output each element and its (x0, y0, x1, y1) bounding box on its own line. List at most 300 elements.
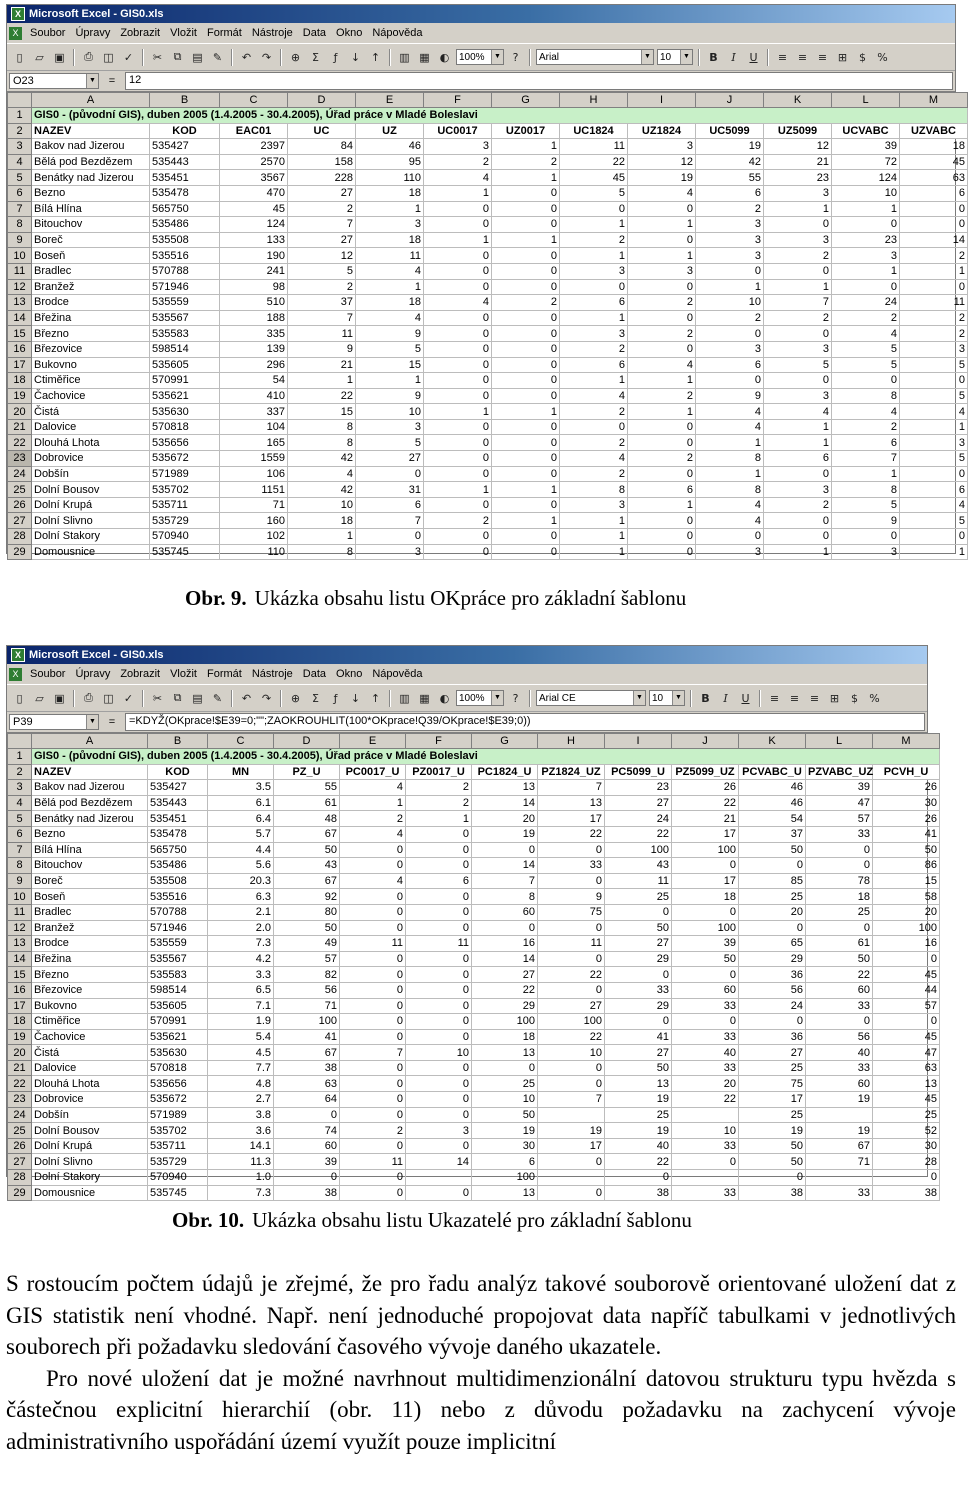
cell[interactable]: 8 (288, 435, 356, 451)
cell[interactable]: Bitouchov (32, 858, 148, 874)
cell[interactable]: 2 (764, 497, 832, 513)
cell[interactable]: 9 (356, 388, 424, 404)
cell[interactable]: 0 (628, 341, 696, 357)
cell[interactable]: 49 (274, 936, 340, 952)
cell[interactable]: 12 (628, 154, 696, 170)
cell[interactable]: 0 (764, 466, 832, 482)
align-right-icon[interactable]: ≡ (817, 50, 828, 64)
cell[interactable]: 2 (628, 451, 696, 467)
cell[interactable]: 0 (406, 1185, 472, 1201)
cell[interactable]: 2.1 (208, 904, 274, 920)
cell[interactable]: 0 (472, 920, 538, 936)
cell[interactable]: 9 (696, 388, 764, 404)
align-center-icon[interactable]: ≡ (789, 691, 800, 705)
cell[interactable]: 110 (220, 544, 288, 560)
cell[interactable]: 4 (340, 826, 406, 842)
cell[interactable]: 0 (900, 201, 968, 217)
cell[interactable]: 0 (806, 858, 873, 874)
cell[interactable]: 0 (340, 1138, 406, 1154)
cell[interactable]: 60 (806, 1076, 873, 1092)
cell[interactable]: 33 (806, 1185, 873, 1201)
cell[interactable]: 41 (605, 1029, 672, 1045)
cell[interactable]: 45 (873, 967, 940, 983)
menu-vlozit[interactable]: Vložit (170, 27, 197, 39)
cell[interactable]: 0 (492, 341, 560, 357)
cell[interactable]: Dolní Bousov (32, 482, 150, 498)
cell[interactable]: 0 (492, 279, 560, 295)
cell[interactable]: 6 (406, 873, 472, 889)
font-size-select[interactable] (657, 49, 693, 65)
cell[interactable]: 22 (672, 1092, 739, 1108)
cell[interactable]: 60 (472, 904, 538, 920)
header-cell[interactable]: NAZEV (32, 123, 150, 139)
cell[interactable]: 2 (764, 248, 832, 264)
row-header[interactable]: 22 (8, 435, 32, 451)
cell[interactable]: 29 (472, 998, 538, 1014)
cell[interactable]: 2 (560, 466, 628, 482)
header-cell[interactable]: UZ5099 (764, 123, 832, 139)
cell[interactable]: 0 (424, 544, 492, 560)
cell[interactable]: 7 (288, 217, 356, 233)
cell[interactable]: Benátky nad Jizerou (32, 811, 148, 827)
cell[interactable]: 598514 (150, 341, 220, 357)
map-icon[interactable]: ▦ (419, 691, 430, 705)
row-header[interactable]: 25 (8, 482, 32, 498)
cell[interactable]: 4 (832, 326, 900, 342)
cell[interactable]: 36 (739, 1029, 806, 1045)
row-header[interactable]: 28 (8, 529, 32, 545)
cell[interactable]: 48 (274, 811, 340, 827)
cell[interactable]: 0 (424, 388, 492, 404)
cell[interactable]: 11 (406, 936, 472, 952)
cell[interactable]: 50 (739, 1138, 806, 1154)
cell[interactable]: 27 (605, 936, 672, 952)
cell[interactable]: 570788 (148, 904, 208, 920)
cell[interactable]: 11 (288, 326, 356, 342)
cell[interactable]: 0 (873, 951, 940, 967)
cell[interactable]: 19 (538, 1123, 605, 1139)
cell[interactable]: 20 (472, 811, 538, 827)
cell[interactable]: 535630 (150, 404, 220, 420)
cell[interactable]: 9 (356, 326, 424, 342)
cell[interactable]: 43 (605, 858, 672, 874)
cell[interactable]: 54 (220, 373, 288, 389)
cell[interactable]: 1 (832, 201, 900, 217)
cell[interactable]: 0 (492, 373, 560, 389)
cell[interactable]: 1 (560, 248, 628, 264)
cell[interactable]: 0 (424, 310, 492, 326)
cell[interactable]: 3 (356, 217, 424, 233)
cell[interactable]: 0 (406, 1076, 472, 1092)
zoom-select[interactable] (456, 690, 504, 706)
cell[interactable]: 0 (274, 1170, 340, 1186)
cell[interactable]: 228 (288, 170, 356, 186)
cell[interactable]: 2 (696, 310, 764, 326)
row-header[interactable]: 6 (8, 185, 32, 201)
cell[interactable]: Čachovice (32, 388, 150, 404)
cell[interactable]: 0 (832, 373, 900, 389)
cell[interactable]: 0 (492, 435, 560, 451)
cell[interactable]: 0 (492, 201, 560, 217)
cell[interactable]: 2.0 (208, 920, 274, 936)
menu-vlozit[interactable]: Vložit (170, 668, 197, 680)
menu-data[interactable]: Data (302, 668, 327, 680)
cell[interactable]: 60 (672, 982, 739, 998)
cell[interactable]: 4 (900, 404, 968, 420)
cell[interactable]: 5 (900, 357, 968, 373)
cell[interactable]: 1 (288, 529, 356, 545)
cell[interactable]: Dobšín (32, 466, 150, 482)
cell[interactable]: 50 (739, 1154, 806, 1170)
cell[interactable]: 1 (424, 185, 492, 201)
cell[interactable]: 0 (424, 217, 492, 233)
row-header[interactable]: 19 (8, 1029, 32, 1045)
font-select[interactable] (536, 690, 646, 706)
cell[interactable]: 535516 (150, 248, 220, 264)
cell[interactable]: 0 (560, 279, 628, 295)
row-header[interactable]: 12 (8, 279, 32, 295)
row-header[interactable]: 4 (8, 795, 32, 811)
cell[interactable]: 12 (764, 139, 832, 155)
cell[interactable]: 5 (764, 357, 832, 373)
cell[interactable]: 10 (672, 1123, 739, 1139)
redo-icon[interactable]: ↷ (261, 691, 272, 705)
cell[interactable]: 0 (832, 279, 900, 295)
row-header[interactable]: 21 (8, 419, 32, 435)
cell[interactable]: 0 (406, 842, 472, 858)
cell[interactable]: 0 (538, 1076, 605, 1092)
menu-okno[interactable]: Okno (336, 27, 363, 39)
cell[interactable]: 15 (873, 873, 940, 889)
cell[interactable]: 29 (605, 951, 672, 967)
cell[interactable]: 3 (696, 544, 764, 560)
cell[interactable]: 23 (605, 780, 672, 796)
cell[interactable]: 0 (424, 529, 492, 545)
cell[interactable]: 63 (873, 1060, 940, 1076)
cell[interactable]: 45 (560, 170, 628, 186)
cell[interactable]: 17 (538, 1138, 605, 1154)
cell[interactable]: 5 (900, 388, 968, 404)
cell[interactable]: 22 (288, 388, 356, 404)
cell[interactable]: 0 (628, 435, 696, 451)
cell[interactable]: 24 (832, 295, 900, 311)
cell[interactable]: 19 (628, 170, 696, 186)
menu-format[interactable]: Formát (206, 668, 242, 680)
cell[interactable]: 42 (696, 154, 764, 170)
cell[interactable]: 104 (220, 419, 288, 435)
cell[interactable]: 14 (406, 1154, 472, 1170)
cell[interactable]: 0 (605, 904, 672, 920)
cell[interactable]: 100 (472, 1014, 538, 1030)
column-header[interactable]: H (560, 93, 628, 108)
cell[interactable]: Bitouchov (32, 217, 150, 233)
cell[interactable]: 3 (764, 232, 832, 248)
cell[interactable]: 570940 (148, 1170, 208, 1186)
cell[interactable]: 25 (739, 1060, 806, 1076)
header-cell[interactable]: PC0017_U (340, 764, 406, 780)
cell[interactable]: 1 (492, 513, 560, 529)
row-header[interactable]: 5 (8, 811, 32, 827)
cell[interactable]: 0 (696, 326, 764, 342)
cell[interactable]: 6 (472, 1154, 538, 1170)
align-left-icon[interactable]: ≡ (769, 691, 780, 705)
cell[interactable]: 3 (356, 419, 424, 435)
cell[interactable]: 25 (472, 1076, 538, 1092)
cell[interactable]: 5.6 (208, 858, 274, 874)
cell[interactable]: 50 (274, 842, 340, 858)
cell[interactable]: 570991 (148, 1014, 208, 1030)
cell[interactable]: 470 (220, 185, 288, 201)
row-header[interactable]: 16 (8, 341, 32, 357)
italic-icon[interactable]: I (731, 50, 736, 64)
cell[interactable]: 1 (492, 232, 560, 248)
cell[interactable]: 8 (288, 544, 356, 560)
cell[interactable]: 55 (274, 780, 340, 796)
cell[interactable]: 19 (472, 1123, 538, 1139)
cell[interactable]: 6.1 (208, 795, 274, 811)
cell[interactable]: Branžež (32, 920, 148, 936)
cell[interactable]: 36 (739, 967, 806, 983)
cell[interactable]: 50 (873, 842, 940, 858)
cell[interactable]: 1 (628, 248, 696, 264)
column-header[interactable]: I (605, 734, 672, 749)
cell[interactable]: 535702 (150, 482, 220, 498)
cell[interactable]: Dalovice (32, 419, 150, 435)
cell[interactable]: 0 (492, 263, 560, 279)
row-header[interactable]: 1 (8, 749, 32, 765)
chart-wizard-icon[interactable]: ▥ (399, 50, 410, 64)
column-header[interactable]: A (32, 93, 150, 108)
cell[interactable]: 535711 (148, 1138, 208, 1154)
cell[interactable]: 40 (806, 1045, 873, 1061)
row-header[interactable]: 15 (8, 326, 32, 342)
header-cell[interactable]: EAC01 (220, 123, 288, 139)
sort-descending-icon[interactable]: ↑ (370, 691, 381, 705)
cell[interactable]: 100 (672, 842, 739, 858)
cell[interactable]: Bezno (32, 826, 148, 842)
cell[interactable]: 535630 (148, 1045, 208, 1061)
cell[interactable]: 0 (340, 1185, 406, 1201)
cell[interactable]: 0 (492, 544, 560, 560)
cell[interactable]: 82 (274, 967, 340, 983)
cell[interactable]: 1 (492, 404, 560, 420)
cell[interactable]: 33 (672, 1029, 739, 1045)
cell[interactable]: 0 (492, 248, 560, 264)
cell[interactable]: 17 (672, 873, 739, 889)
cell[interactable]: 0 (472, 842, 538, 858)
cell[interactable]: 0 (492, 419, 560, 435)
cell[interactable]: 1 (492, 139, 560, 155)
select-all-corner[interactable] (8, 93, 32, 108)
cell[interactable]: 0 (492, 326, 560, 342)
cell[interactable]: 3 (560, 263, 628, 279)
cell[interactable]: 1 (492, 170, 560, 186)
row-header[interactable]: 6 (8, 826, 32, 842)
cell[interactable]: 16 (472, 936, 538, 952)
cell[interactable]: 18 (900, 139, 968, 155)
cell[interactable]: 3 (696, 341, 764, 357)
cell[interactable]: 27 (605, 795, 672, 811)
sort-descending-icon[interactable]: ↑ (370, 50, 381, 64)
redo-icon[interactable]: ↷ (261, 50, 272, 64)
cell[interactable]: 37 (739, 826, 806, 842)
cell[interactable]: 4 (340, 873, 406, 889)
cell[interactable]: 535567 (150, 310, 220, 326)
help-icon[interactable]: ? (512, 691, 519, 705)
cell[interactable]: 42 (288, 482, 356, 498)
cell[interactable]: 1151 (220, 482, 288, 498)
cell[interactable]: 18 (356, 185, 424, 201)
row-header[interactable]: 23 (8, 451, 32, 467)
column-header[interactable]: E (340, 734, 406, 749)
cell[interactable]: 535559 (150, 295, 220, 311)
cell[interactable]: 0 (340, 1014, 406, 1030)
cell[interactable]: 3 (764, 341, 832, 357)
cell[interactable]: 1 (764, 279, 832, 295)
cell[interactable]: 42 (288, 451, 356, 467)
cell[interactable]: 6 (832, 435, 900, 451)
cell[interactable]: 3 (764, 482, 832, 498)
cell[interactable]: 19 (605, 1092, 672, 1108)
cell[interactable]: 31 (356, 482, 424, 498)
cell[interactable]: 17 (672, 826, 739, 842)
cell[interactable]: 33 (806, 826, 873, 842)
cell[interactable]: 19 (696, 139, 764, 155)
cell[interactable]: 6 (560, 295, 628, 311)
cell[interactable]: 2397 (220, 139, 288, 155)
cell[interactable]: 6 (764, 451, 832, 467)
cell[interactable]: Dobrovice (32, 1092, 148, 1108)
cell[interactable]: 50 (274, 920, 340, 936)
cell[interactable]: 80 (274, 904, 340, 920)
cell[interactable]: 3 (560, 326, 628, 342)
cell[interactable]: 50 (672, 951, 739, 967)
cell[interactable]: 14.1 (208, 1138, 274, 1154)
cell[interactable]: Bukovno (32, 357, 150, 373)
sheet-title-cell[interactable]: GIS0 - (původní GIS), duben 2005 (1.4.2005 - 30.4.2005), Úřad práce v Mladé Boleslavi (32, 749, 940, 765)
cell[interactable]: 0 (900, 217, 968, 233)
row-header[interactable]: 21 (8, 1060, 32, 1076)
row-header[interactable]: 11 (8, 263, 32, 279)
font-size-select[interactable] (649, 690, 685, 706)
cell[interactable] (538, 1107, 605, 1123)
cell[interactable]: 410 (220, 388, 288, 404)
cell[interactable]: 0 (340, 998, 406, 1014)
header-cell[interactable]: PCVABC_U (739, 764, 806, 780)
cell[interactable]: 535559 (148, 936, 208, 952)
cell[interactable]: 0 (424, 466, 492, 482)
align-left-icon[interactable]: ≡ (777, 50, 788, 64)
cell[interactable]: 0 (274, 1107, 340, 1123)
cell[interactable]: 39 (806, 780, 873, 796)
menu-format[interactable]: Formát (206, 27, 242, 39)
cell[interactable]: 570940 (150, 529, 220, 545)
menu-soubor[interactable]: Soubor (30, 27, 66, 39)
cell[interactable]: 33 (672, 1185, 739, 1201)
cell[interactable]: 2 (424, 154, 492, 170)
formula-input[interactable]: 12 (125, 72, 953, 90)
cell[interactable]: 84 (288, 139, 356, 155)
cell[interactable]: 24 (739, 998, 806, 1014)
cell[interactable]: 41 (873, 826, 940, 842)
cell[interactable]: 0 (492, 310, 560, 326)
header-cell[interactable]: PZ_U (274, 764, 340, 780)
row-header[interactable]: 24 (8, 1107, 32, 1123)
cell[interactable]: 19 (605, 1123, 672, 1139)
undo-icon[interactable]: ↶ (241, 691, 252, 705)
cell[interactable]: 535605 (148, 998, 208, 1014)
cell[interactable]: 6 (356, 497, 424, 513)
cell[interactable]: 2 (424, 513, 492, 529)
row-header[interactable]: 4 (8, 154, 32, 170)
row-header[interactable]: 3 (8, 780, 32, 796)
cell[interactable]: 27 (739, 1045, 806, 1061)
cell[interactable]: 5 (288, 263, 356, 279)
cell[interactable]: 11 (560, 139, 628, 155)
cell[interactable]: 165 (220, 435, 288, 451)
header-cell[interactable]: UZ (356, 123, 424, 139)
cell[interactable]: 39 (832, 139, 900, 155)
cell[interactable]: 64 (274, 1092, 340, 1108)
cell[interactable]: 3 (406, 1123, 472, 1139)
cell[interactable]: 2 (288, 279, 356, 295)
header-cell[interactable]: UCVABC (832, 123, 900, 139)
cell[interactable]: 0 (340, 967, 406, 983)
cell[interactable]: 571946 (150, 279, 220, 295)
cell[interactable]: 0 (605, 1014, 672, 1030)
cell[interactable]: 10 (288, 497, 356, 513)
column-header[interactable]: D (274, 734, 340, 749)
cell[interactable]: 67 (274, 873, 340, 889)
cell[interactable]: 1 (560, 513, 628, 529)
cell[interactable]: 17 (538, 811, 605, 827)
cell[interactable]: 0 (340, 1092, 406, 1108)
cell[interactable]: 0 (672, 858, 739, 874)
cell[interactable]: 67 (274, 826, 340, 842)
cell[interactable]: 2 (696, 201, 764, 217)
cell[interactable]: 39 (274, 1154, 340, 1170)
cell[interactable]: 0 (628, 529, 696, 545)
cell[interactable]: Bradlec (32, 904, 148, 920)
header-cell[interactable]: UC0017 (424, 123, 492, 139)
new-document-icon[interactable]: ▯ (16, 691, 23, 705)
cell[interactable]: 535711 (150, 497, 220, 513)
cell[interactable]: 158 (288, 154, 356, 170)
cell[interactable]: 1 (832, 263, 900, 279)
sort-ascending-icon[interactable]: ↓ (350, 691, 361, 705)
cell[interactable]: 100 (538, 1014, 605, 1030)
row-header[interactable]: 20 (8, 404, 32, 420)
cell[interactable]: 18 (288, 513, 356, 529)
bold-icon[interactable]: B (701, 691, 710, 705)
cell[interactable]: 50 (806, 951, 873, 967)
row-header[interactable]: 12 (8, 920, 32, 936)
cell[interactable]: 5.4 (208, 1029, 274, 1045)
cell[interactable]: 2 (628, 388, 696, 404)
cell[interactable]: 1 (356, 201, 424, 217)
cell[interactable]: Břežina (32, 310, 150, 326)
column-header[interactable]: C (220, 93, 288, 108)
currency-icon[interactable]: $ (851, 691, 858, 705)
cell[interactable]: 0 (538, 842, 605, 858)
cell[interactable]: 17 (739, 1092, 806, 1108)
cell[interactable]: 38 (739, 1185, 806, 1201)
cell[interactable]: 0 (424, 435, 492, 451)
header-cell[interactable]: MN (208, 764, 274, 780)
column-header[interactable]: M (900, 93, 968, 108)
cell[interactable]: 510 (220, 295, 288, 311)
cell[interactable]: 0 (628, 232, 696, 248)
